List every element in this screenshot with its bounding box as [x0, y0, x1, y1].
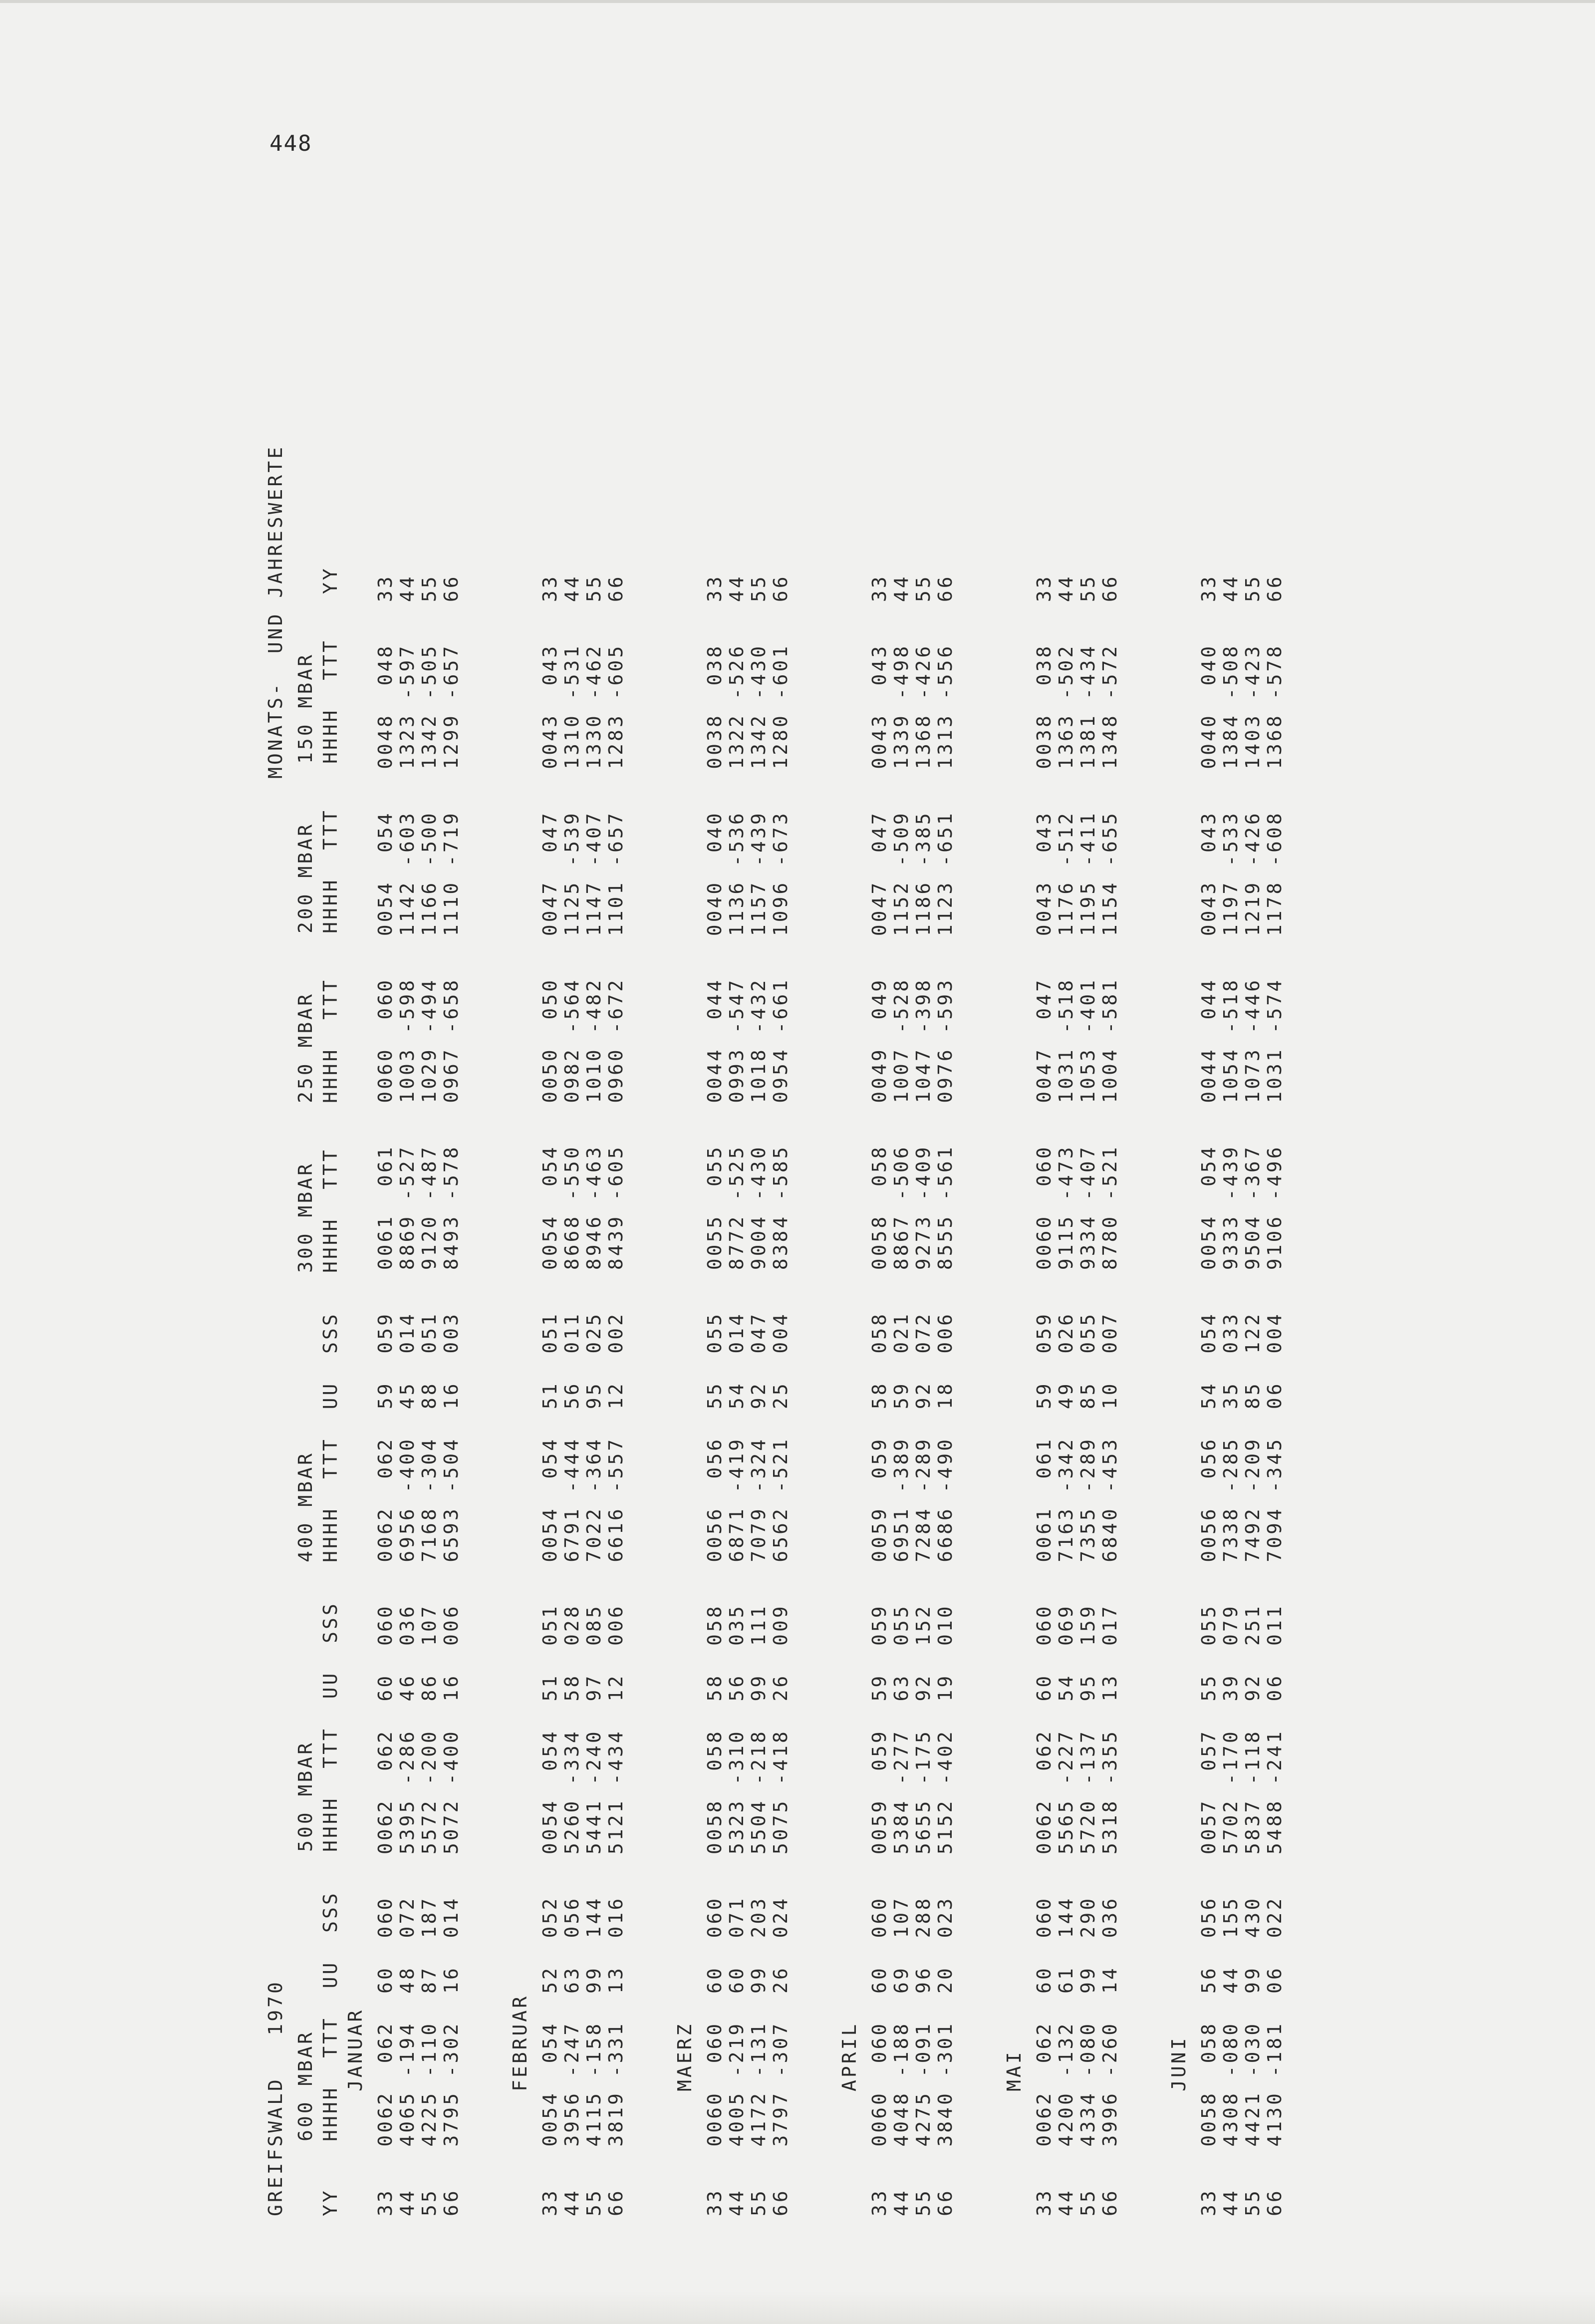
col-200: HHHH TTT — [319, 808, 341, 933]
month-block-februar — [509, 240, 663, 2216]
level-200: 200 MBAR — [294, 822, 316, 933]
month-label: JUNI — [1168, 2035, 1190, 2091]
data-row: 33 0060 060 60 060 0059 059 59 059 0059 059 58 058 0058 058 0049 049 0047 047 0043 043 33 — [868, 574, 890, 2216]
col-400: HHHH TTT UU SSS — [319, 1312, 341, 1562]
data-row: 55 4334 -080 99 290 5720 -137 95 159 7355 -289 85 055 9334 -407 1053 -401 1195 -411 1381 -434 55 — [1077, 574, 1099, 2216]
data-row: 33 0054 054 52 052 0054 054 51 051 0054 054 51 051 0054 054 0050 050 0047 047 0043 043 33 — [539, 574, 561, 2216]
data-row: 33 0062 062 60 060 0062 062 60 060 0061 061 59 059 0060 060 0047 047 0043 043 0038 038 33 — [1033, 574, 1055, 2216]
level-400: 400 MBAR — [294, 1451, 316, 1562]
month-block-januar — [344, 240, 498, 2216]
month-block-mai — [1003, 240, 1157, 2216]
data-row: 33 0058 058 56 056 0057 057 55 055 0056 056 54 054 0054 054 0044 044 0043 043 0040 040 33 — [1198, 574, 1220, 2216]
data-row: 44 3956 -247 63 056 5260 -334 58 028 6791 -444 56 011 8668 -550 0982 -564 1125 -539 1310 -531 44 — [561, 574, 583, 2216]
level-150: 150 MBAR — [294, 652, 316, 764]
level-600: 600 MBAR — [294, 2030, 316, 2141]
col-150: HHHH TTT — [319, 638, 341, 764]
col-250: HHHH TTT — [319, 978, 341, 1103]
column-header-row — [319, 566, 341, 2216]
data-row: 44 4308 -080 44 155 5702 -170 39 079 7338 -285 35 033 9333 -439 1054 -518 1197 -533 1384 -508 44 — [1220, 574, 1242, 2216]
data-row: 33 0060 060 60 060 0058 058 58 058 0056 056 55 055 0055 055 0044 044 0040 040 0038 038 33 — [704, 574, 726, 2216]
data-row: 33 0062 062 60 060 0062 062 60 060 0062 062 59 059 0061 061 0060 060 0054 054 0048 048 33 — [374, 574, 396, 2216]
data-row: 66 4130 -181 06 022 5488 -241 06 011 7094 -345 06 004 9106 -496 1031 -574 1178 -608 1368 -578 66 — [1264, 574, 1286, 2216]
col-300: HHHH TTT — [319, 1148, 341, 1273]
data-row: 55 4172 -131 99 203 5504 -218 99 111 7079 -324 92 047 9004 -430 1018 -432 1157 -439 1342 -430 55 — [748, 574, 770, 2216]
month-label: MAI — [1003, 2049, 1025, 2091]
data-row: 66 3819 -331 13 016 5121 -434 12 006 6616 -557 12 002 8439 -605 0960 -672 1101 -657 1283 -605 66 — [605, 574, 627, 2216]
scan-top-edge — [0, 0, 1595, 3]
col-600: HHHH TTT UU SSS — [319, 1891, 341, 2141]
month-label: FEBRUAR — [509, 1994, 531, 2091]
data-row: 66 3795 -302 16 014 5072 -400 16 006 6593 -504 16 003 8493 -578 0967 -658 1110 -719 1299 -657 66 — [440, 574, 462, 2216]
data-row: 66 3840 -301 20 023 5152 -402 19 010 6686 -490 18 006 8555 -561 0976 -593 1123 -651 1313 -556 66 — [934, 574, 956, 2216]
data-row: 66 3996 -260 14 036 5318 -355 13 017 6840 -453 10 007 8780 -521 1004 -581 1154 -655 1348 -572 66 — [1099, 574, 1121, 2216]
month-label: JANUAR — [344, 2008, 366, 2091]
month-label: MAERZ — [674, 2022, 696, 2091]
month-block-april — [838, 240, 992, 2216]
data-row: 44 4065 -194 48 072 5395 -286 46 036 6956 -400 45 014 8869 -527 1003 -598 1142 -603 1323 -597 44 — [396, 574, 418, 2216]
level-300: 300 MBAR — [294, 1161, 316, 1273]
level-250: 250 MBAR — [294, 991, 316, 1103]
data-row: 66 3797 -307 26 024 5075 -418 26 009 6562 -521 25 004 8384 -585 0954 -661 1096 -673 1280 -601 66 — [770, 574, 792, 2216]
rotated-data-sheet — [265, 240, 1412, 2216]
data-row: 55 4115 -158 99 144 5441 -240 97 085 7022 -364 95 025 8946 -463 1010 -482 1147 -407 1330 -462 55 — [583, 574, 605, 2216]
data-row: 55 4225 -110 87 187 5572 -200 86 107 7168 -304 88 051 9120 -487 1029 -494 1166 -500 1342 -505 55 — [418, 574, 440, 2216]
month-label: APRIL — [838, 2022, 860, 2091]
sheet-title: MONATS- UND JAHRESWERTE — [265, 444, 286, 779]
page-number: 448 — [269, 131, 312, 156]
level-header-row — [294, 652, 316, 2216]
col-yy: YY — [319, 2188, 341, 2216]
level-500: 500 MBAR — [294, 1740, 316, 1852]
month-block-juni — [1168, 240, 1322, 2216]
col-yy-end: YY — [319, 566, 341, 594]
data-row: 44 4200 -132 61 144 5565 -227 54 069 7163 -342 49 026 9115 -473 1031 -518 1176 -512 1363 -502 44 — [1055, 574, 1077, 2216]
scan-bottom-edge — [0, 2291, 1595, 2324]
col-500: HHHH TTT UU SSS — [319, 1601, 341, 1852]
data-row: 55 4421 -030 99 430 5837 -118 92 251 7492 -209 85 122 9504 -367 1073 -446 1219 -426 1403 -423 55 — [1242, 574, 1264, 2216]
data-row: 44 4005 -219 60 071 5323 -310 56 035 6871 -419 54 014 8772 -525 0993 -547 1136 -536 1322 -526 44 — [726, 574, 748, 2216]
data-row: 44 4048 -188 69 107 5384 -277 63 055 6951 -389 59 021 8867 -506 1007 -528 1152 -509 1339 -498 44 — [890, 574, 912, 2216]
station-name: GREIFSWALD 1970 — [265, 1980, 286, 2216]
data-row: 55 4275 -091 96 288 5655 -175 92 152 7284 -289 92 072 9273 -409 1047 -398 1186 -385 1368 -426 55 — [912, 574, 934, 2216]
month-block-maerz — [674, 240, 827, 2216]
